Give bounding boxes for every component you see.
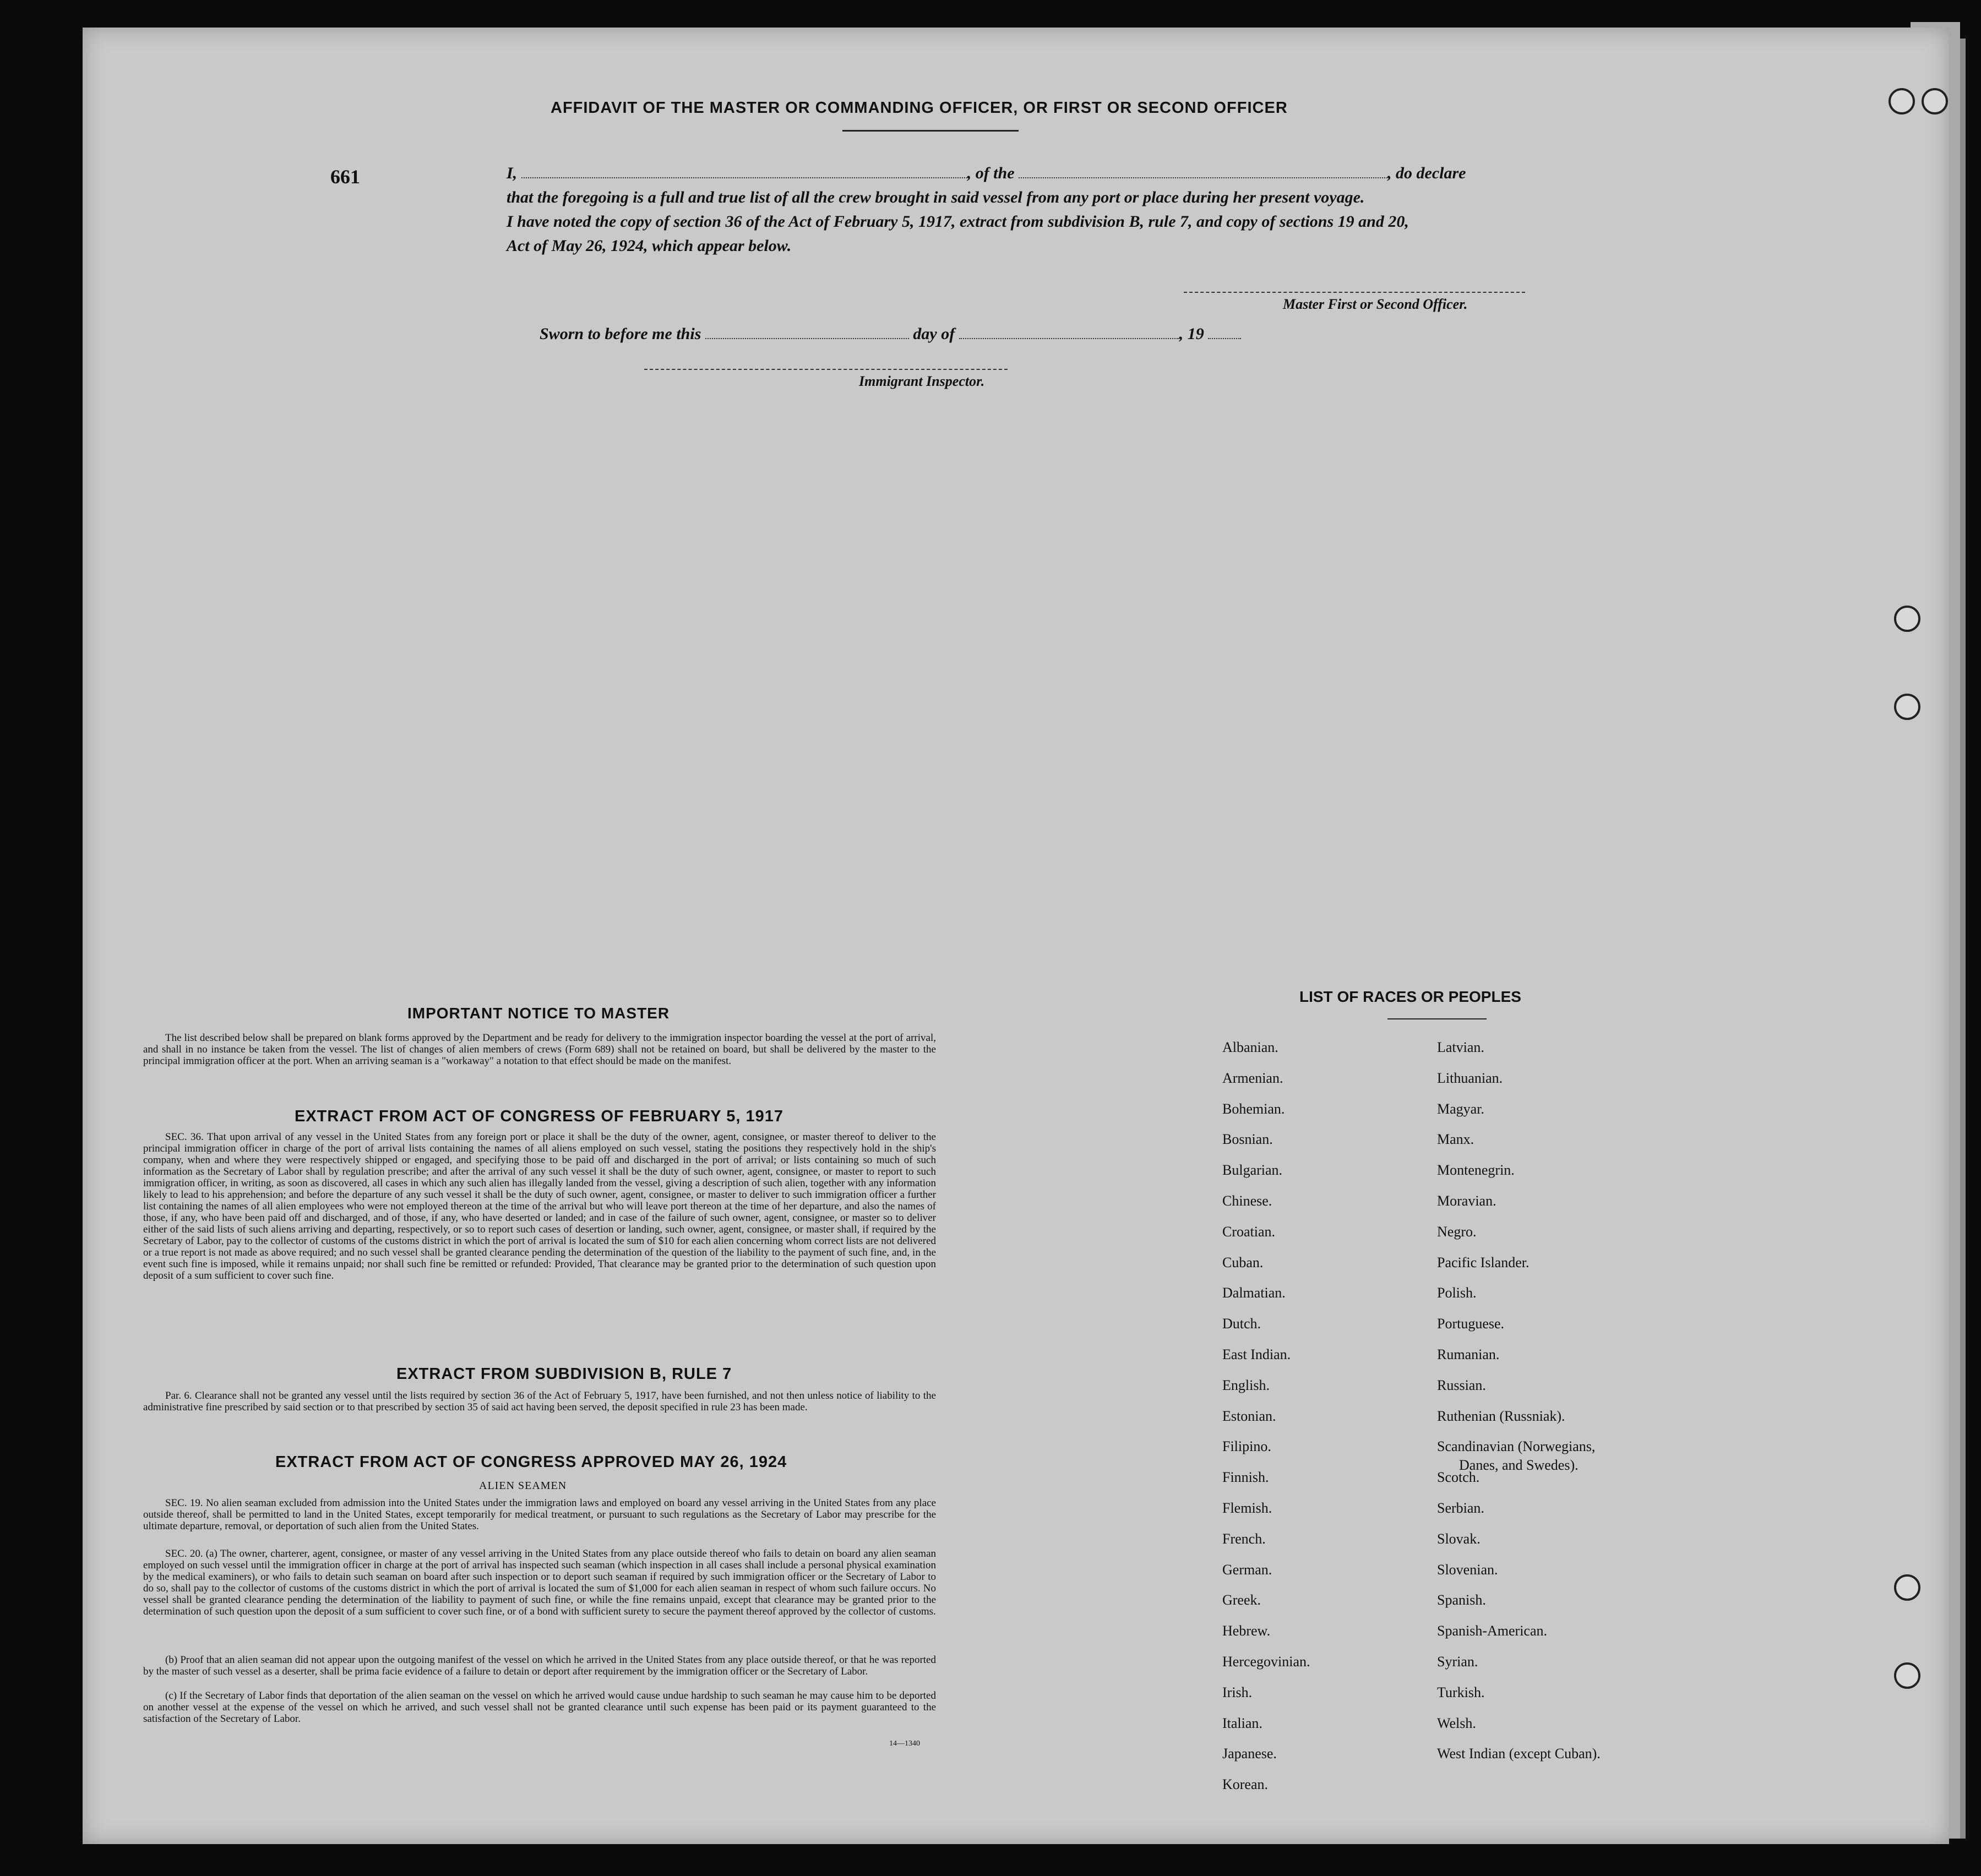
affidavit-line-4: Act of May 26, 1924, which appear below. — [507, 237, 792, 255]
title-divider — [842, 130, 1019, 132]
sec20b-body: (b) Proof that an alien seaman did not appear upon the outgoing manifest of the vessel on which he arrived in the United States from any place outside thereof, or that he was reported by the master of such vessel as a deserter, shall be prima facie evidence of a failure to detain or deport after requirement by the immigration officer or the Secretary of Labor. — [143, 1654, 936, 1677]
race-item: Filipino. — [1222, 1438, 1271, 1455]
race-item: Chinese. — [1222, 1193, 1272, 1209]
race-item: Korean. — [1222, 1776, 1269, 1793]
extract-1924-title: EXTRACT FROM ACT OF CONGRESS APPROVED MAY 26, 1924 — [275, 1453, 787, 1471]
race-item: Dalmatian. — [1222, 1285, 1286, 1301]
race-item: Flemish. — [1222, 1500, 1272, 1516]
race-item: French. — [1222, 1530, 1266, 1547]
binder-hole — [1922, 88, 1948, 114]
race-item: Spanish. — [1437, 1592, 1486, 1608]
affidavit-of-the: , of the — [967, 164, 1015, 182]
race-item: Rumanian. — [1437, 1346, 1500, 1362]
sworn-line — [540, 325, 1241, 343]
race-item: Russian. — [1437, 1377, 1486, 1393]
race-item: Latvian. — [1437, 1039, 1484, 1055]
race-item: Japanese. — [1222, 1746, 1277, 1762]
notice-title: IMPORTANT NOTICE TO MASTER — [407, 1005, 670, 1022]
race-item: Moravian. — [1437, 1193, 1496, 1209]
race-item: Irish. — [1222, 1684, 1253, 1700]
race-item: Hercegovinian. — [1222, 1654, 1310, 1670]
race-item: Dutch. — [1222, 1316, 1261, 1332]
race-item: Slovak. — [1437, 1530, 1481, 1547]
race-item: Italian. — [1222, 1715, 1262, 1731]
binder-hole — [1894, 1574, 1920, 1601]
race-item: Scotch. — [1437, 1469, 1480, 1486]
vessel-blank — [1019, 164, 1387, 178]
affidavit-line-1 — [507, 164, 1466, 183]
extract-rule7-body: Par. 6. Clearance shall not be granted any vessel until the lists required by section 36 of the Act of February 5, 1917, have been furnished, and not then unless notice of liability to the administrative fine prescribed by said section or to that prescribed by section 35 of said act having been served, the deposit specified in rule 23 has been made. — [143, 1390, 936, 1413]
sworn-prefix: Sworn to before me this — [540, 325, 701, 343]
race-item: Syrian. — [1437, 1654, 1478, 1670]
sec20a-body: SEC. 20. (a) The owner, charterer, agent, consignee, or master of any vessel arriving in the United States from any place outside thereof who fails to detain on board any alien seaman employed on such vessel until the immigration officer in charge at the port of arrival has inspected such seaman (which inspection in all cases shall include a personal physical examination by the medical examiners), or who fails to detain such seaman on board after such inspection or to deport such seaman if required by such immigration officer or the Secretary of Labor to do so, shall pay to the collector of customs of the customs district in which the port of arrival is located the sum of $1,000 for each alien seaman in respect of whom such failure occurs. No vessel shall be granted clearance pending the determination of the liability to payment of such fine, or while the fine remains unpaid, except that clearance may be granted prior to the determination of such question upon the deposit of a sum sufficient to cover such fine, or of a bond with sufficient surety to secure the payment thereof approved by the collector of customs. — [143, 1548, 936, 1617]
form-number: 14—1340 — [889, 1739, 920, 1748]
race-item: English. — [1222, 1377, 1270, 1393]
extract-1917-title: EXTRACT FROM ACT OF CONGRESS OF FEBRUARY 5, 1917 — [295, 1108, 784, 1125]
races-divider — [1387, 1018, 1487, 1019]
race-item: Danes, and Swedes). — [1459, 1457, 1579, 1474]
race-item: Estonian. — [1222, 1408, 1276, 1424]
race-item: East Indian. — [1222, 1346, 1291, 1362]
race-item: Slovenian. — [1437, 1561, 1498, 1578]
binder-hole — [1889, 88, 1915, 114]
sec20c-body: (c) If the Secretary of Labor finds that deportation of the alien seaman on the vessel on which he arrived would cause undue hardship to such seaman he may cause him to be deported on another vessel at the expense of the vessel on which he arrived, and such vessel shall not be granted clearance until such expense has been paid or its payment guaranteed to the satisfaction of the Secretary of Labor. — [143, 1690, 936, 1725]
race-item: Welsh. — [1437, 1715, 1476, 1731]
race-item: Greek. — [1222, 1592, 1261, 1608]
inspector-label: Immigrant Inspector. — [859, 373, 985, 389]
sec19-body: SEC. 19. No alien seaman excluded from admission into the United States under the immigration laws and employed on board any vessel arriving in the United States from any place outside thereof, shall be permitted to land in the United States, except temporarily for medical treatment, or pursuant to such regulations as the Secretary of Labor may prescribe for the ultimate departure, removal, or deportation of such alien from the United States. — [143, 1497, 936, 1532]
extract-rule7-title: EXTRACT FROM SUBDIVISION B, RULE 7 — [396, 1365, 732, 1383]
signature-line — [1184, 291, 1525, 293]
affidavit-line-3: I have noted the copy of section 36 of the Act of February 5, 1917, extract from subdivision B, rule 7, and copy of sections 19 and 20, — [507, 212, 1409, 231]
race-item: Turkish. — [1437, 1684, 1485, 1700]
affidavit-i: I, — [507, 164, 518, 182]
race-item: Albanian. — [1222, 1039, 1278, 1055]
race-item: Hebrew. — [1222, 1623, 1271, 1639]
signature-label: Master First or Second Officer. — [1283, 296, 1468, 312]
race-item: Lithuanian. — [1437, 1070, 1503, 1086]
race-item: Serbian. — [1437, 1500, 1484, 1516]
race-item: Magyar. — [1437, 1100, 1484, 1117]
race-item: Bosnian. — [1222, 1131, 1273, 1148]
sworn-day-blank — [705, 325, 909, 339]
race-item: Negro. — [1437, 1223, 1477, 1240]
sworn-year-blank — [1208, 325, 1241, 339]
race-item: West Indian (except Cuban). — [1437, 1746, 1601, 1762]
binder-hole — [1894, 1662, 1920, 1689]
race-item: Scandinavian (Norwegians, — [1437, 1438, 1596, 1455]
race-item: Bulgarian. — [1222, 1162, 1283, 1179]
sworn-day-of: day of — [913, 325, 955, 343]
corner-mark: 661 — [330, 166, 360, 188]
sworn-year: , 19 — [1179, 325, 1204, 343]
race-item: Portuguese. — [1437, 1316, 1505, 1332]
name-blank — [521, 164, 967, 178]
race-item: Finnish. — [1222, 1469, 1269, 1486]
race-item: Pacific Islander. — [1437, 1254, 1530, 1270]
race-item: Ruthenian (Russniak). — [1437, 1408, 1565, 1424]
document-page — [83, 28, 1949, 1844]
races-title: LIST OF RACES OR PEOPLES — [1299, 988, 1521, 1005]
extract-1917-body: SEC. 36. That upon arrival of any vessel in the United States from any foreign port or place it shall be the duty of the owner, agent, consignee, or master thereof to deliver to the principal immigration officer in charge of the port of arrival lists containing the names of all aliens employed on such vessel, stating the positions they respectively hold in the ship's company, when and where they were respectively shipped or engaged, and specifying those to be paid off and discharged in the port of arrival; or lists containing so much of such information as the Secretary of Labor shall by regulation prescribe; and after the arrival of any such vessel it shall be the duty of such owner, agent, consignee, or master to report to such immigration officer, in writing, as soon as discovered, all cases in which any such alien has illegally landed from the vessel, giving a description of such alien, together with any information likely to lead to his apprehension; and before the departure of any such vessel it shall be the duty of such owner, agent, consignee, or master to deliver to such immigration officer a further list containing the names of all alien employees who were not employed thereon at the time of the arrival but who will leave port thereon at the time of her departure, and also the names of those, if any, who have been paid off and discharged, and of those, if any, who have deserted or landed; and in case of the failure of such owner, agent, consignee, or master so to deliver either of the said lists of such aliens arriving and departing, respectively, or so to report such cases of desertion or landing, such owner, agent, consignee, or master shall, if required by the Secretary of Labor, pay to the collector of customs of the customs district in which the port of arrival is located the sum of $10 for each alien concerning whom correct lists are not delivered or a true report is not made as above required; and no such vessel shall be granted clearance pending the determination of the question of the liability to the payment of such fine, and, in the event such fine is imposed, while it remains unpaid; nor shall such fine be remitted or refunded: Provided, That clearance may be granted prior to the determination of such question upon deposit of a sum sufficient to cover such fine. — [143, 1131, 936, 1281]
affidavit-declare: , do declare — [1387, 164, 1466, 182]
race-item: Cuban. — [1222, 1254, 1264, 1270]
race-item: Croatian. — [1222, 1223, 1276, 1240]
race-item: Bohemian. — [1222, 1100, 1285, 1117]
sworn-month-blank — [959, 325, 1179, 339]
inspector-signature-line — [644, 368, 1008, 370]
affidavit-line-2: that the foregoing is a full and true list of all the crew brought in said vessel from any port or place during her present voyage. — [507, 188, 1365, 206]
notice-body: The list described below shall be prepared on blank forms approved by the Department and be ready for delivery to the immigration inspector boarding the vessel at the port of arrival, and shall in no instance be taken from the vessel. The list of changes of alien members of crews (Form 689) shall not be retained on board, but shall be delivered by the master to the principal immigration officer at the port. When an arriving seaman is a "workaway" a notation to that effect should be made on the manifest. — [143, 1032, 936, 1067]
binder-hole — [1894, 606, 1920, 632]
race-item: Armenian. — [1222, 1070, 1283, 1086]
race-item: Manx. — [1437, 1131, 1474, 1148]
race-item: German. — [1222, 1561, 1272, 1578]
affidavit-title: AFFIDAVIT OF THE MASTER OR COMMANDING OFFICER, OR FIRST OR SECOND OFFICER — [551, 99, 1288, 117]
extract-1924-subtitle: ALIEN SEAMEN — [479, 1480, 567, 1492]
binder-hole — [1894, 694, 1920, 720]
race-item: Montenegrin. — [1437, 1162, 1515, 1179]
race-item: Polish. — [1437, 1285, 1477, 1301]
race-item: Spanish-American. — [1437, 1623, 1548, 1639]
